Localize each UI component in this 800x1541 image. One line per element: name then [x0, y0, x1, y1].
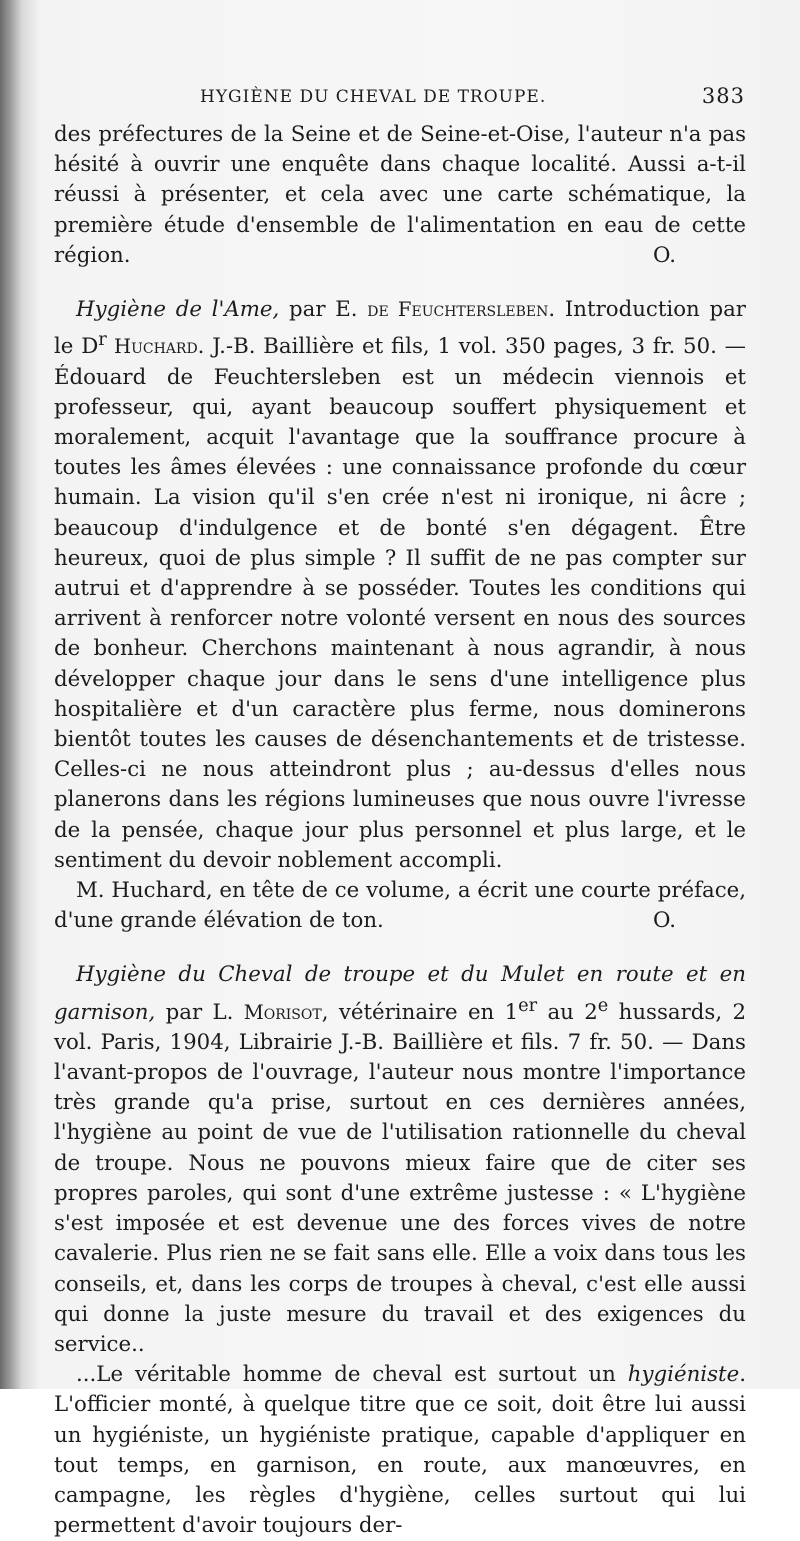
dr-superscript: r	[98, 330, 107, 351]
body-text	[54, 120, 746, 1541]
paragraph-text: des préfectures de la Seine et de Seine-et-Oise, l'auteur n'a pas hésité à ouvrir une enquête dans chaque localité. Aussi a-t-il réussi à présenter, et cela avec une carte schématique, la première étude d'ensemble de l'alimentation en eau de cette région.	[54, 122, 746, 268]
running-title: HYGIÈNE DU CHEVAL DE TROUPE.	[200, 87, 547, 107]
ordinal-superscript: er	[518, 995, 538, 1016]
ordinal-superscript: e	[597, 995, 609, 1016]
author-prefix: de	[367, 298, 389, 322]
book-title: Hygiène de l'Ame,	[76, 297, 280, 323]
text-by: par L.	[155, 999, 244, 1025]
review-feuchtersleben	[54, 295, 746, 876]
author-name: Feuchtersleben	[388, 298, 549, 322]
text-part: , vétérinaire en 1	[321, 999, 519, 1025]
review-text: hussards, 2 vol. Paris, 1904, Librairie J.-B. Baillière et fils. 7 fr. 50. — Dans l'avant-propos de l'ouvrage, l'auteur nous montre l'importance très grande qu'a prise, surtout en ces dernières années, l'hygiène au point de vue de l'utilisation rationnelle du cheval de troupe. Nous ne pouvons mieux faire que de citer ses propres paroles, qui sont d'une extrême justesse : « L'hygiène s'est imposée et est devenue une des forces vives de notre cavalerie. Plus rien ne se fait sans elle. Elle a voix dans tous les conseils, et, dans les corps de troupes à cheval, c'est elle aussi qui donne la juste mesure du travail et des exigences du service..	[54, 999, 747, 1357]
review-morisot-quote	[54, 1360, 746, 1541]
author-name: Morisot	[243, 1000, 322, 1024]
preface-author: Huchard	[106, 335, 198, 359]
emphasis-word: hygiéniste	[627, 1362, 740, 1388]
page-header	[60, 82, 745, 114]
quote-text: . L'officier monté, à quelque titre que ce soit, doit être lui aussi un hygiéniste, un hygiéniste pratique, capable d'appliquer en tout temps, en garnison, en route, aux manœuvres, en campagne, les règles d'hygiène, celles surtout qui lui permettent d'avoir toujours der-	[54, 1362, 746, 1539]
paragraph-text: M. Huchard, en tête de ce volume, a écrit une courte préface, d'une grande élévation de ton.	[54, 877, 746, 934]
text-part: au 2	[537, 999, 598, 1025]
book-title: Hygiène du Cheval de troupe et du Mulet en route et en garnison,	[54, 962, 746, 1025]
review-text: . J.-B. Baillière et fils, 1 vol. 350 pages, 3 fr. 50. — Édouard de Feuchtersleben est un médecin viennois et professeur, qui, ayant beaucoup souffert physiquement et moralement, acquit l'avantage que la souffrance procure à toutes les âmes élevées : une connaissance profonde du cœur humain. La vision qu'il s'en crée n'est ni ironique, ni âcre ; beaucoup d'indulgence et de bonté s'en dégagent. Être heureux, quoi de plus simple ? Il suffit de ne pas compter sur autrui et d'apprendre à se posséder. Toutes les conditions qui arrivent à renforcer notre volonté versent en nous des sources de bonheur. Cherchons maintenant à nous agrandir, à nous développer chaque jour dans le sens d'une intelligence plus hospitalière et d'un caractère plus ferme, nous dominerons bientôt toutes les causes de désenchantements et de tristesse. Celles-ci ne nous atteindront plus ; au-dessus d'elles nous planerons dans les régions lumineuses que nous ouvre l'ivresse de la pensée, chaque jour plus personnel et plus large, et le sentiment du devoir noblement accompli.	[54, 334, 746, 873]
review-feuchtersleben-preface	[54, 876, 746, 936]
reviewer-signature: O.	[653, 242, 676, 268]
paragraph-continued	[54, 120, 746, 271]
page-number: 383	[701, 84, 745, 108]
text-by: par E.	[279, 297, 368, 323]
reviewer-signature: O.	[653, 908, 676, 934]
review-morisot	[54, 960, 746, 1360]
intro-text: . Introduction par le D	[54, 297, 746, 360]
quote-text: ...Le véritable homme de cheval est surtout un	[76, 1362, 628, 1388]
